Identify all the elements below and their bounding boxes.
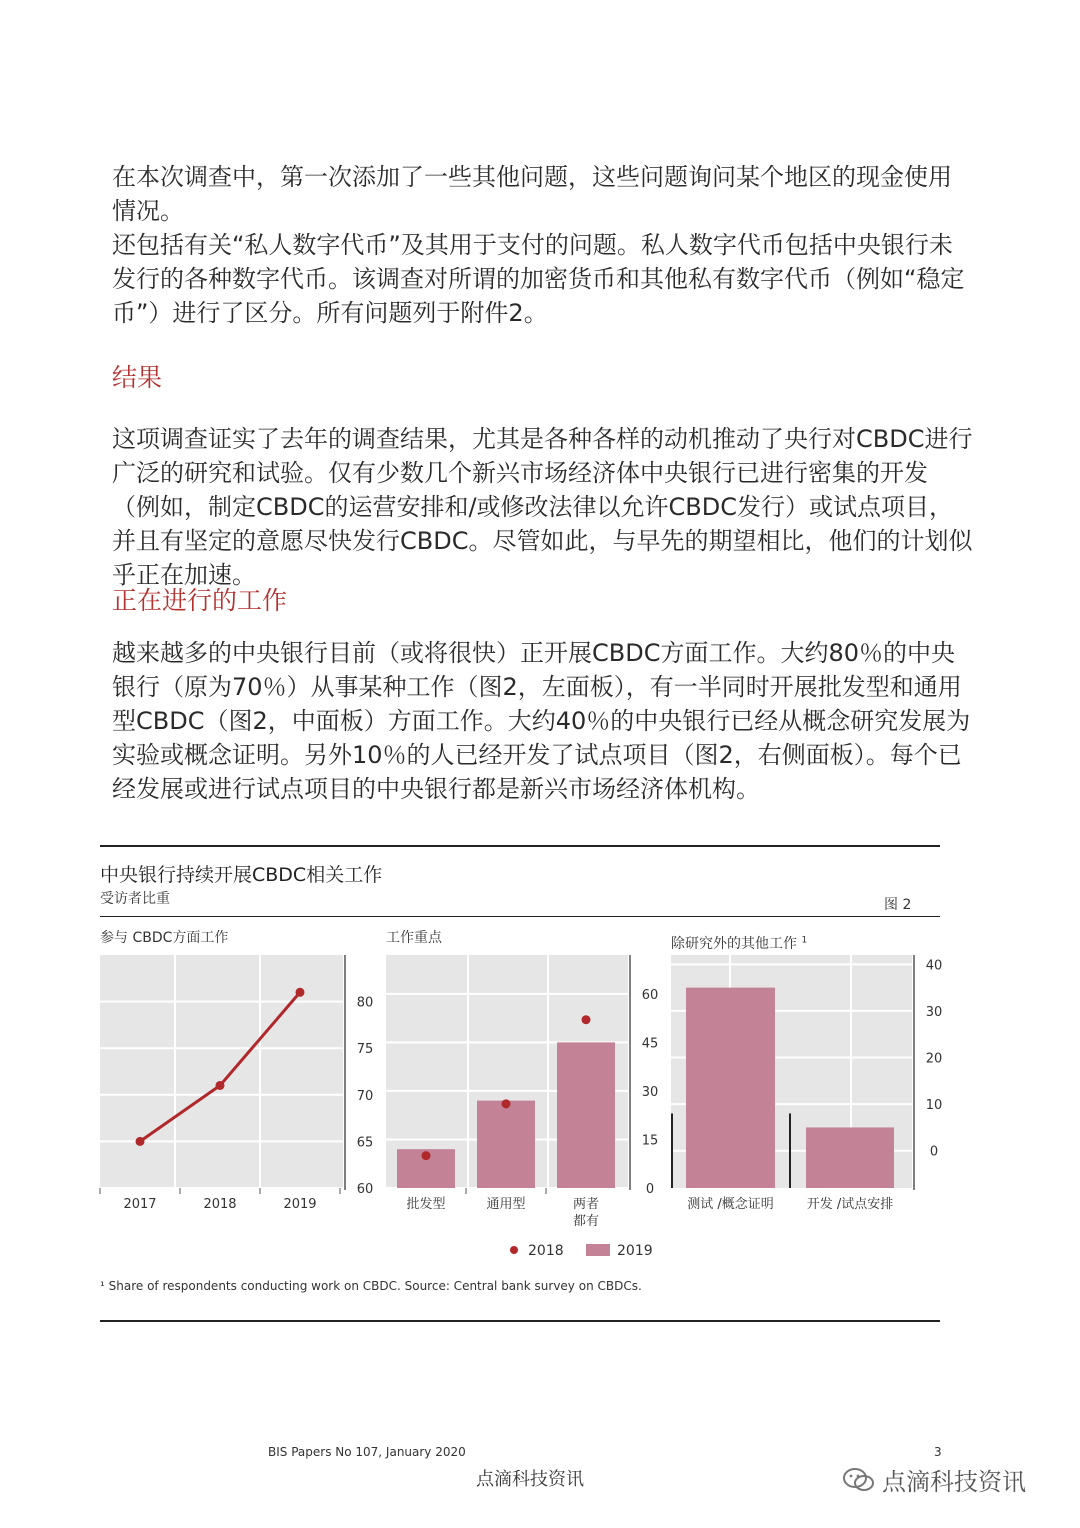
heading-ongoing-work: 正在进行的工作 (112, 586, 288, 615)
bar (686, 988, 775, 1188)
x-tick-label: 测试 /概念证明 (687, 1197, 774, 1212)
data-point (136, 1137, 145, 1146)
dot-2018 (422, 1151, 431, 1160)
publication-info: BIS Papers No 107, January 2020 (268, 1445, 466, 1459)
x-tick-label: 都有 (572, 1214, 600, 1229)
plot-area (100, 955, 343, 1188)
x-tick-label: 批发型 (406, 1197, 446, 1212)
page-number: 3 (934, 1445, 942, 1459)
y-tick-label: 10 (925, 1098, 943, 1114)
heading-results: 结果 (112, 363, 163, 392)
panel-right-title: 除研究外的其他工作 $^1$ (671, 935, 808, 952)
watermark-text: 点滴科技资讯 (882, 1468, 1026, 1496)
x-tick-label: 开发 /试点安排 (806, 1197, 894, 1212)
dot-2018 (582, 1015, 591, 1024)
y-tick-label: 30 (925, 1004, 943, 1020)
y-tick-label: 60 (356, 1182, 374, 1197)
y-tick-label: 40 (925, 958, 943, 974)
panel-left-title: 参与 CBDC方面工作 (100, 930, 229, 946)
legend-dot-label: 2018 (528, 1243, 564, 1259)
legend-bar-icon (586, 1244, 610, 1256)
y-tick-label: 15 (641, 1133, 659, 1149)
legend-bar-label: 2019 (617, 1243, 653, 1259)
y-tick-label: 0 (929, 1144, 939, 1160)
bar-2019 (557, 1042, 615, 1188)
y-tick-label: 30 (641, 1084, 659, 1100)
y-tick-label: 70 (356, 1088, 374, 1104)
data-point (296, 988, 305, 997)
legend-dot-icon (510, 1246, 518, 1254)
bar-2019 (477, 1101, 535, 1188)
dot-2018 (502, 1099, 511, 1108)
y-tick-label: 80 (356, 995, 374, 1011)
y-tick-label: 45 (641, 1036, 659, 1052)
x-tick-label: 两者 (572, 1197, 600, 1212)
footer-source: 点滴科技资讯 (476, 1469, 584, 1490)
y-tick-label: 75 (356, 1042, 374, 1058)
y-tick-label: 20 (925, 1051, 943, 1067)
panel-left-chart (100, 955, 373, 1212)
wechat-icon (842, 1467, 876, 1493)
figure-bottom-rule (100, 1320, 940, 1322)
figure-number: 图 2 (884, 897, 912, 913)
y-tick-label: 65 (356, 1135, 374, 1151)
x-tick-label: 通用型 (486, 1197, 526, 1212)
chart-legend (510, 1243, 653, 1259)
panel-right-chart (671, 955, 942, 1212)
wechat-watermark (842, 1462, 1026, 1497)
figure-footnote: ¹ Share of respondents conducting work on CBDC. Source: Central bank survey on CBDCs. (100, 1279, 642, 1293)
figure-title: 中央银行持续开展CBDC相关工作 (100, 864, 383, 886)
paragraph-ongoing-work: 越来越多的中央银行目前（或将很快）正开展CBDC方面工作。大约80％的中央银行（原为70％）从事某种工作（图2，左面板），有一半同时开展批发型和通用型CBDC（图2，中面板）方面工作。大约40％的中央银行已经从概念研究发展为实验或概念证明。另外10％的人已经开发了试点项目（图2，右侧面板）。每个已经发展或进行试点项目的中央银行都是新兴市场经济体机构。 (112, 639, 971, 803)
bar (806, 1127, 894, 1188)
paragraph-results: 这项调查证实了去年的调查结果，尤其是各种各样的动机推动了央行对CBDC进行广泛的研究和试验。仅有少数几个新兴市场经济体中央银行已进行密集的开发（例如，制定CBDC的运营安排和/或修改法律以允许CBDC发行）或试点项目，并且有坚定的意愿尽快发行CBDC。尽管如此，与早先的期望相比，他们的计划似乎正在加速。 (112, 425, 973, 589)
y-tick-label: 0 (645, 1182, 655, 1197)
figure-subtitle: 受访者比重 (100, 891, 170, 907)
x-tick-label: 2018 (203, 1197, 237, 1212)
paragraph-intro: 在本次调查中，第一次添加了一些其他问题，这些问题询问某个地区的现金使用情况。 (112, 163, 952, 225)
y-tick-label: 60 (641, 987, 659, 1003)
panel-middle-title: 工作重点 (386, 930, 442, 946)
data-point (216, 1081, 225, 1090)
paragraph-private-tokens: 还包括有关“私人数字代币”及其用于支付的问题。私人数字代币包括中央银行未发行的各种数字代币。该调查对所谓的加密货币和其他私有数字代币（例如“稳定币”）进行了区分。所有问题列于附件2。 (112, 231, 965, 327)
panel-middle-chart (386, 955, 658, 1229)
x-tick-label: 2019 (283, 1197, 317, 1212)
x-tick-label: 2017 (123, 1197, 157, 1212)
